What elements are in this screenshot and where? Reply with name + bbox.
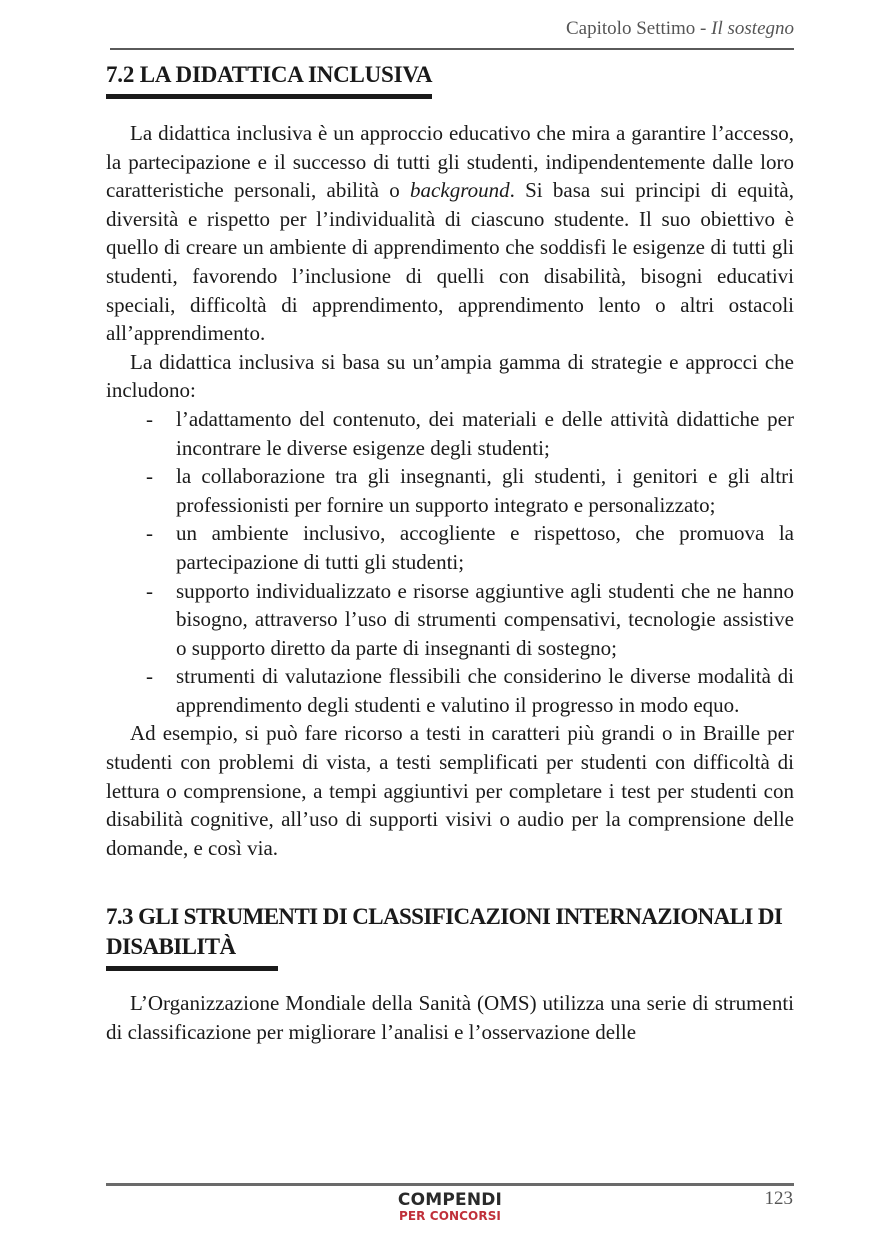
paragraph bbox=[106, 119, 794, 348]
list-item bbox=[106, 405, 794, 462]
page-number: 123 bbox=[764, 1188, 793, 1209]
dash-bullet: - bbox=[146, 464, 153, 489]
paragraph: L’Organizzazione Mondiale della Sanità (OMS) utilizza una serie di strumenti di classificazione per migliorare l’analisi e l’osservazione delle bbox=[106, 991, 794, 1045]
logo-line-1: COMPENDI bbox=[397, 1190, 503, 1210]
list-item-text: la collaborazione tra gli insegnanti, gli studenti, i genitori e gli altri professionisti per fornire un supporto integrato e personalizzato; bbox=[176, 464, 794, 517]
list-item-text: supporto individualizzato e risorse aggiuntive agli studenti che ne hanno bisogno, attraverso l’uso di strumenti compensativi, tecnologie assistive o supporto diretto da parte di insegnanti di sostegno; bbox=[176, 578, 794, 660]
chapter-subtitle: Il sostegno bbox=[711, 18, 794, 39]
emphasis-text: background bbox=[410, 178, 510, 203]
footer-divider bbox=[106, 1183, 794, 1186]
list-item-text: strumenti di valutazione flessibili che considerino le diverse modalità di apprendimento degli studenti e valutino il progresso in modo equo. bbox=[176, 664, 794, 717]
running-header bbox=[110, 14, 794, 50]
list-item bbox=[106, 577, 794, 663]
paragraph: Ad esempio, si può fare ricorso a testi in caratteri più grandi o in Braille per studenti con problemi di vista, a testi semplificati per studenti con difficoltà di lettura o comprensione, a tempi aggiuntivi per completare i test per studenti con disabilità cognitive, all’uso di supporti visivi o audio per la comprensione delle domande, e così via. bbox=[106, 721, 794, 860]
dash-bullet: - bbox=[146, 406, 153, 431]
strategy-list bbox=[106, 405, 794, 720]
paragraph: La didattica inclusiva si basa su un’ampia gamma di strategie e approcci che includono: bbox=[106, 349, 794, 403]
section-heading-7-2: 7.2 LA DIDATTICA INCLUSIVA bbox=[106, 60, 432, 99]
dash-bullet: - bbox=[146, 578, 153, 603]
logo-line-2: PER CONCORSI bbox=[398, 1209, 502, 1223]
list-item-text: l’adattamento del contenuto, dei materiali e delle attività didattiche per incontrare le diverse esigenze degli studenti; bbox=[176, 406, 794, 460]
list-item bbox=[106, 462, 794, 519]
chapter-title: Capitolo Settimo - bbox=[566, 18, 712, 39]
heading-underline bbox=[106, 966, 278, 971]
list-item bbox=[106, 519, 794, 576]
list-item bbox=[106, 662, 794, 719]
list-item-text: un ambiente inclusivo, accogliente e rispettoso, che promuova la partecipazione di tutti gli studenti; bbox=[176, 521, 794, 574]
paragraph-text: La didattica inclusiva è un approccio educativo che mira a garantire l’accesso, la partecipazione e il successo di tutti gli studenti, indipendentemente dalle loro caratteristiche personali, abilità o bbox=[106, 121, 794, 203]
dash-bullet: - bbox=[146, 521, 153, 546]
section-heading-7-3: 7.3 GLI STRUMENTI DI CLASSIFICAZIONI INTERNAZIONALI DI DISABILITÀ bbox=[106, 904, 783, 960]
paragraph-text: . Si basa sui principi di equità, diversità e rispetto per l’individualità di ciascuno studente. Il suo obiettivo è quello di creare un ambiente di apprendimento che soddisfi le esigenze di tutti gli studenti, favorendo l’inclusione di quelli con disabilità, bisogni educativi speciali, difficoltà di apprendimento, apprendimento lento o altri ostacoli all’apprendimento. bbox=[106, 178, 795, 346]
dash-bullet: - bbox=[146, 664, 153, 689]
page-content bbox=[106, 60, 794, 1047]
publisher-logo bbox=[390, 1192, 510, 1224]
